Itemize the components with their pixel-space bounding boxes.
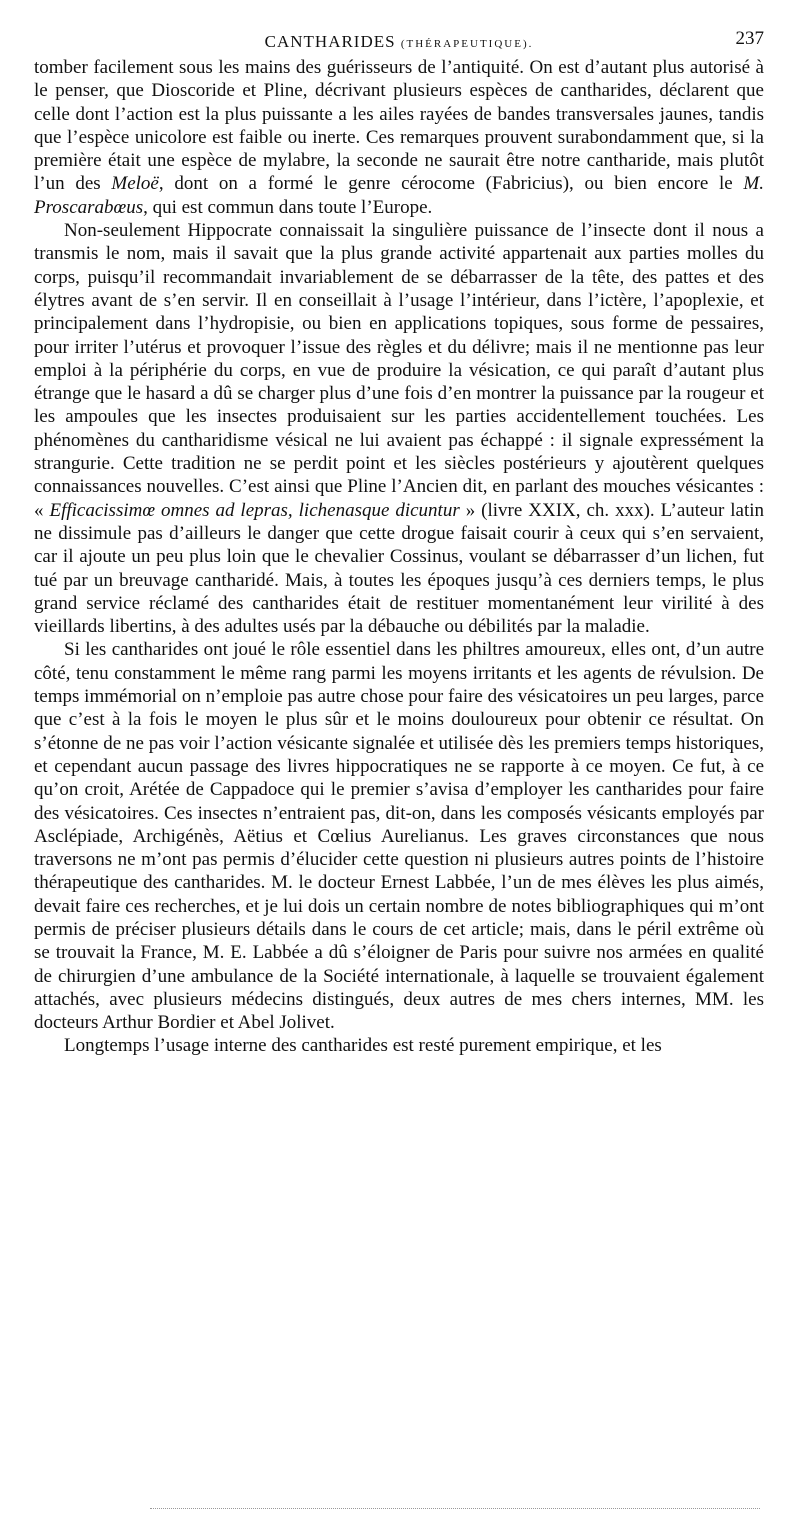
paragraph xyxy=(34,219,764,638)
document-page xyxy=(34,28,764,1058)
text-run: , qui est commun dans toute l’Europe. xyxy=(143,196,433,218)
running-title-main: CANTHARIDES xyxy=(264,32,396,51)
text-run: Longtemps l’usage interne des cantharides est resté purement empirique, et les xyxy=(64,1035,662,1057)
text-run: » (livre XXIX, ch. xxx). L’auteur latin ne dissimule pas d’ailleurs le danger que cette drogue faisait courir à ceux qui s’en servaient, car il ajoute un peu plus loin que le chevalier Cossinus, voulant se débarrasser d’un lichen, fut tué par un breuvage cantharidé. Mais, à toutes les époques jusqu’à ces derniers temps, le plus grand service réclamé des cantharides était de restituer momentanément leur virilité à des vieillards libertins, à des adultes usés par la débauche ou débilités par la maladie. xyxy=(34,499,765,638)
body-text xyxy=(34,56,764,1058)
paragraph xyxy=(34,638,764,1034)
paragraph xyxy=(34,1034,764,1057)
italic-text: Meloë xyxy=(111,173,159,195)
text-run: , dont on a formé le genre cérocome (Fabricius), ou bien encore le xyxy=(158,173,744,195)
text-run: tomber facilement sous les mains des guérisseurs de l’antiquité. On est d’autant plus autorisé à le penser, que Dioscoride et Pline, décrivant plusieurs espèces de cantharides, déclarent que celle dont l’action est la plus puissante a les ailes rayées de bandes transversales jaunes, tandis que l’espèce unicolore est faible ou inerte. Ces remarques prouvent surabondamment que, si la première était une espèce de mylabre, la seconde ne saurait être notre cantharide, mais plutôt l’un des xyxy=(34,57,764,195)
paragraph xyxy=(34,56,764,219)
running-title xyxy=(34,32,764,52)
footer-rule xyxy=(150,1508,760,1509)
running-title-sub: (THÉRAPEUTIQUE). xyxy=(400,38,534,50)
italic-text: M. Proscarabœus xyxy=(34,173,764,218)
text-run: Non-seulement Hippocrate connaissait la singulière puissance de l’insecte dont il nous a transmis le nom, mais il savait que la plus grande activité appartenait aux parties molles du corps, puisqu’il recommandait invariablement de se débarrasser de la tête, des pattes et des élytres avant de s’en servir. Il en conseillait à l’usage l’intérieur, dans l’ictère, l’apoplexie, et principalement dans l’hydropisie, ou bien en applications topiques, sous forme de pessaires, pour irriter l’utérus et provoquer l’issue des règles et du délivre; mais il ne mentionne pas leur emploi à la périphérie du corps, en vue de produire la vésication, ce qui paraît d’autant plus étrange que le hasard a dû se charger plus d’une fois d’en montrer la puissance par la rougeur et les ampoules que les insectes produisaient sur les parties accidentellement touchées. Les phénomènes du cantharidisme vésical ne lui avaient pas échappé : il signale expressément la strangurie. Cette tradition ne se perdit point et les siècles postérieurs y ajoutèrent quelques connaissances nouvelles. C’est ainsi que Pline l’Ancien dit, en parlant des mouches vésicantes : « xyxy=(34,220,764,521)
italic-text: Efficacissimœ omnes ad lepras, lichenasque dicuntur xyxy=(49,499,460,521)
page-number: 237 xyxy=(735,28,764,49)
running-head xyxy=(34,28,764,56)
text-run: Si les cantharides ont joué le rôle essentiel dans les philtres amoureux, elles ont, d’un autre côté, tenu constamment le même rang parmi les moyens irritants et les agents de révulsion. De temps immémorial on n’emploie pas autre chose pour faire des vésicatoires un peu larges, parce que c’est à la fois le moyen le plus sûr et le moins douloureux pour obtenir ce résultat. On s’étonne de ne pas voir l’action vésicante signalée et utilisée dès les premiers temps historiques, et cependant aucun passage des livres hippocratiques ne se rapporte à ce moyen. Ce fut, à ce qu’on croit, Arétée de Cappadoce qui le premier s’avisa d’employer les cantharides pour faire des vésicatoires. Ces insectes n’entraient pas, dit-on, dans les composés vésicants employés par Asclépiade, Archigénès, Aëtius et Cœlius Aurelianus. Les graves circonstances que nous traversons ne m’ont pas permis d’élucider cette question ni plusieurs autres points de l’histoire thérapeutique des cantharides. M. le docteur Ernest Labbée, l’un de mes élèves les plus aimés, devait faire ces recherches, et je lui dois un certain nombre de notes bibliographiques qui m’ont permis de préciser plusieurs détails dans le cours de cet article; mais, dans le péril extrême où se trouvait la France, M. E. Labbée a dû s’éloigner de Paris pour suivre nos armées en qualité de chirurgien d’une ambulance de la Société internationale, à laquelle se trouvaient également attachés, avec plusieurs médecins distingués, deux autres de mes chers internes, MM. les docteurs Arthur Bordier et Abel Jolivet. xyxy=(34,639,764,1034)
